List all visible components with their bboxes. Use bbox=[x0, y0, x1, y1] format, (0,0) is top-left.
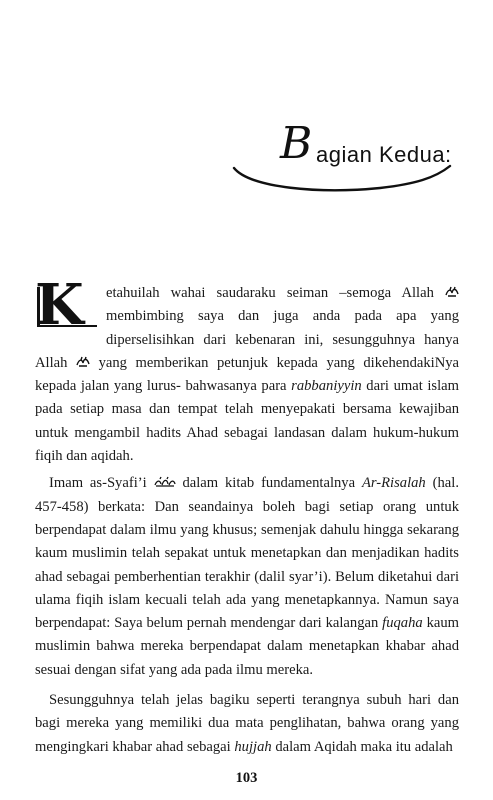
heading-swash-ornament bbox=[230, 158, 460, 198]
paragraph-1-text: etahuilah wahai saudaraku seiman –semoga Allah bbox=[106, 285, 434, 301]
page-number: 103 bbox=[235, 770, 258, 786]
paragraph-3-italic-term: hujjah bbox=[234, 738, 272, 755]
drop-cap bbox=[35, 272, 100, 338]
paragraph-1 bbox=[35, 272, 460, 468]
drop-cap-letter: K bbox=[35, 272, 82, 338]
paragraph-1-italic-term: rabbaniyyin bbox=[291, 378, 362, 395]
paragraph-2-text: Imam as-Syafi’i bbox=[49, 475, 147, 492]
paragraph-1-text: membimbing saya dan juga anda pada apa yang diperselisihkan dari kebenaran ini, sesungguhnya hanya Allah bbox=[35, 308, 459, 371]
chapter-heading bbox=[200, 118, 470, 198]
rahimahullah-icon bbox=[154, 476, 176, 488]
body-text bbox=[35, 272, 460, 759]
honorific-icon bbox=[76, 356, 90, 368]
heading-initial: B bbox=[280, 118, 313, 169]
paragraph-3-text: dalam Aqidah maka itu adalah bbox=[275, 738, 453, 755]
paragraph-2-text: dalam kitab fundamentalnya bbox=[182, 475, 356, 492]
paragraph-2-italic-term: fuqaha bbox=[382, 615, 423, 632]
paragraph-1-text: yang memberikan petunjuk kepada yang dikehendakiNya kepada jalan yang lurus- bahwasanya para bbox=[35, 354, 460, 395]
heading-title: agian Kedua: bbox=[316, 142, 452, 167]
paragraph-2-book-title: Ar-Risalah bbox=[361, 475, 426, 492]
honorific-icon bbox=[445, 286, 459, 298]
paragraph-1-text: dari umat islam pada setiap masa dan tempat telah menyepakati bersama kewajiban untuk mengambil hadits Ahad sebagai landasan dalam hukum-hukum fiqih dan aqidah. bbox=[35, 378, 459, 465]
paragraph-2-text: kaum muslimin bahwa mereka berpendapat dalam menetapkan khabar ahad sesuai dengan sifat yang ada pada ilmu mereka. bbox=[35, 615, 460, 678]
paragraph-2 bbox=[35, 472, 459, 682]
paragraph-3 bbox=[35, 689, 459, 759]
paragraph-2-text: (hal. 457-458) berkata: Dan seandainya boleh bagi setiap orang untuk berpendapat dalam ilmu yang khusus; semenjak dahulu hingga sekarang kaum muslimin telah sepakat untuk menetapkan dan menjadikan hadits ahad sebagai pemberhentian terakhir (dalil syar’i). Belum diketahui dari ulama fiqih islam kecuali telah ada yang menetapkannya. Namun saya berpendapat: Saya belum pernah mendengar dari kalangan bbox=[35, 475, 459, 632]
paragraph-3-text: Sesungguhnya telah jelas bagiku seperti terangnya subuh hari dan bagi mereka yang memiliki dua mata penglihatan, bahwa orang yang mengingkari khabar ahad sebagai bbox=[35, 692, 459, 755]
